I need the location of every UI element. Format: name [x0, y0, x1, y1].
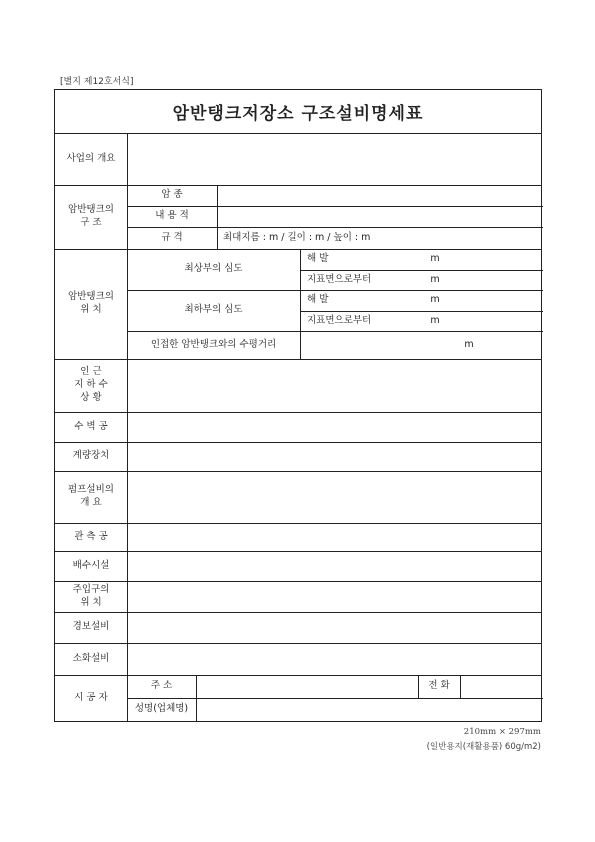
drainage-label: 배수시설 — [72, 559, 110, 571]
adjacent-distance-unit: m — [464, 338, 474, 350]
tank-position-label: 암반탱크의 위 치 — [68, 291, 114, 315]
sea-level-bottom-unit: m — [430, 294, 440, 306]
divider — [196, 675, 197, 721]
form-number-label: [별지 제12호서식] — [60, 77, 134, 87]
volume-label: 내 용 적 — [155, 210, 189, 222]
sea-level-top-unit: m — [430, 253, 440, 265]
paper-spec: (일반용지(재활용품) 60g/m2) — [426, 742, 541, 752]
address-label: 주 소 — [150, 680, 173, 692]
business-overview-label: 사업의 개요 — [66, 153, 116, 165]
divider — [217, 185, 218, 249]
groundwater-label: 인 근 지 하 수 상 황 — [74, 366, 108, 403]
alarm-label: 경보설비 — [72, 621, 110, 633]
water-wall-label: 수 벽 공 — [74, 420, 108, 432]
top-depth-label: 최상부의 심도 — [184, 263, 243, 275]
divider — [300, 249, 301, 359]
adjacent-distance-label: 인접한 암반탱크와의 수평거리 — [150, 338, 277, 350]
fire-fighting-label: 소화설비 — [72, 652, 110, 664]
tank-structure-label: 암반탱크의 구 조 — [68, 204, 114, 228]
pump-overview-label: 펌프설비의 개 요 — [68, 484, 114, 508]
ground-depth-top-label: 지표면으로부터 — [307, 273, 372, 285]
structure-spec-form — [54, 89, 542, 722]
dimensions-value: 최대지름 : m / 길이 : m / 높이 : m — [223, 231, 371, 243]
dimensions-label: 규 격 — [161, 231, 183, 243]
sea-level-top-label: 해 발 — [307, 253, 329, 265]
metering-label: 계량장치 — [72, 450, 110, 462]
sea-level-bottom-label: 해 발 — [307, 294, 329, 306]
inlet-position-label: 주입구의 위 치 — [72, 583, 110, 608]
rock-type-label: 암 종 — [161, 189, 183, 201]
form-title: 암반탱크저장소 구조설비명세표 — [55, 90, 541, 134]
paper-size: 210mm × 297mm — [463, 727, 541, 737]
divider — [460, 675, 461, 698]
observation-label: 관 측 공 — [74, 530, 108, 542]
name-label: 성명(업체명) — [134, 703, 189, 715]
ground-depth-bottom-unit: m — [430, 314, 440, 326]
ground-depth-bottom-label: 지표면으로부터 — [307, 314, 372, 326]
contractor-label: 시 공 자 — [74, 691, 108, 703]
bottom-depth-label: 최하부의 심도 — [184, 304, 243, 316]
phone-label: 전 화 — [428, 680, 450, 692]
ground-depth-top-unit: m — [430, 273, 440, 285]
